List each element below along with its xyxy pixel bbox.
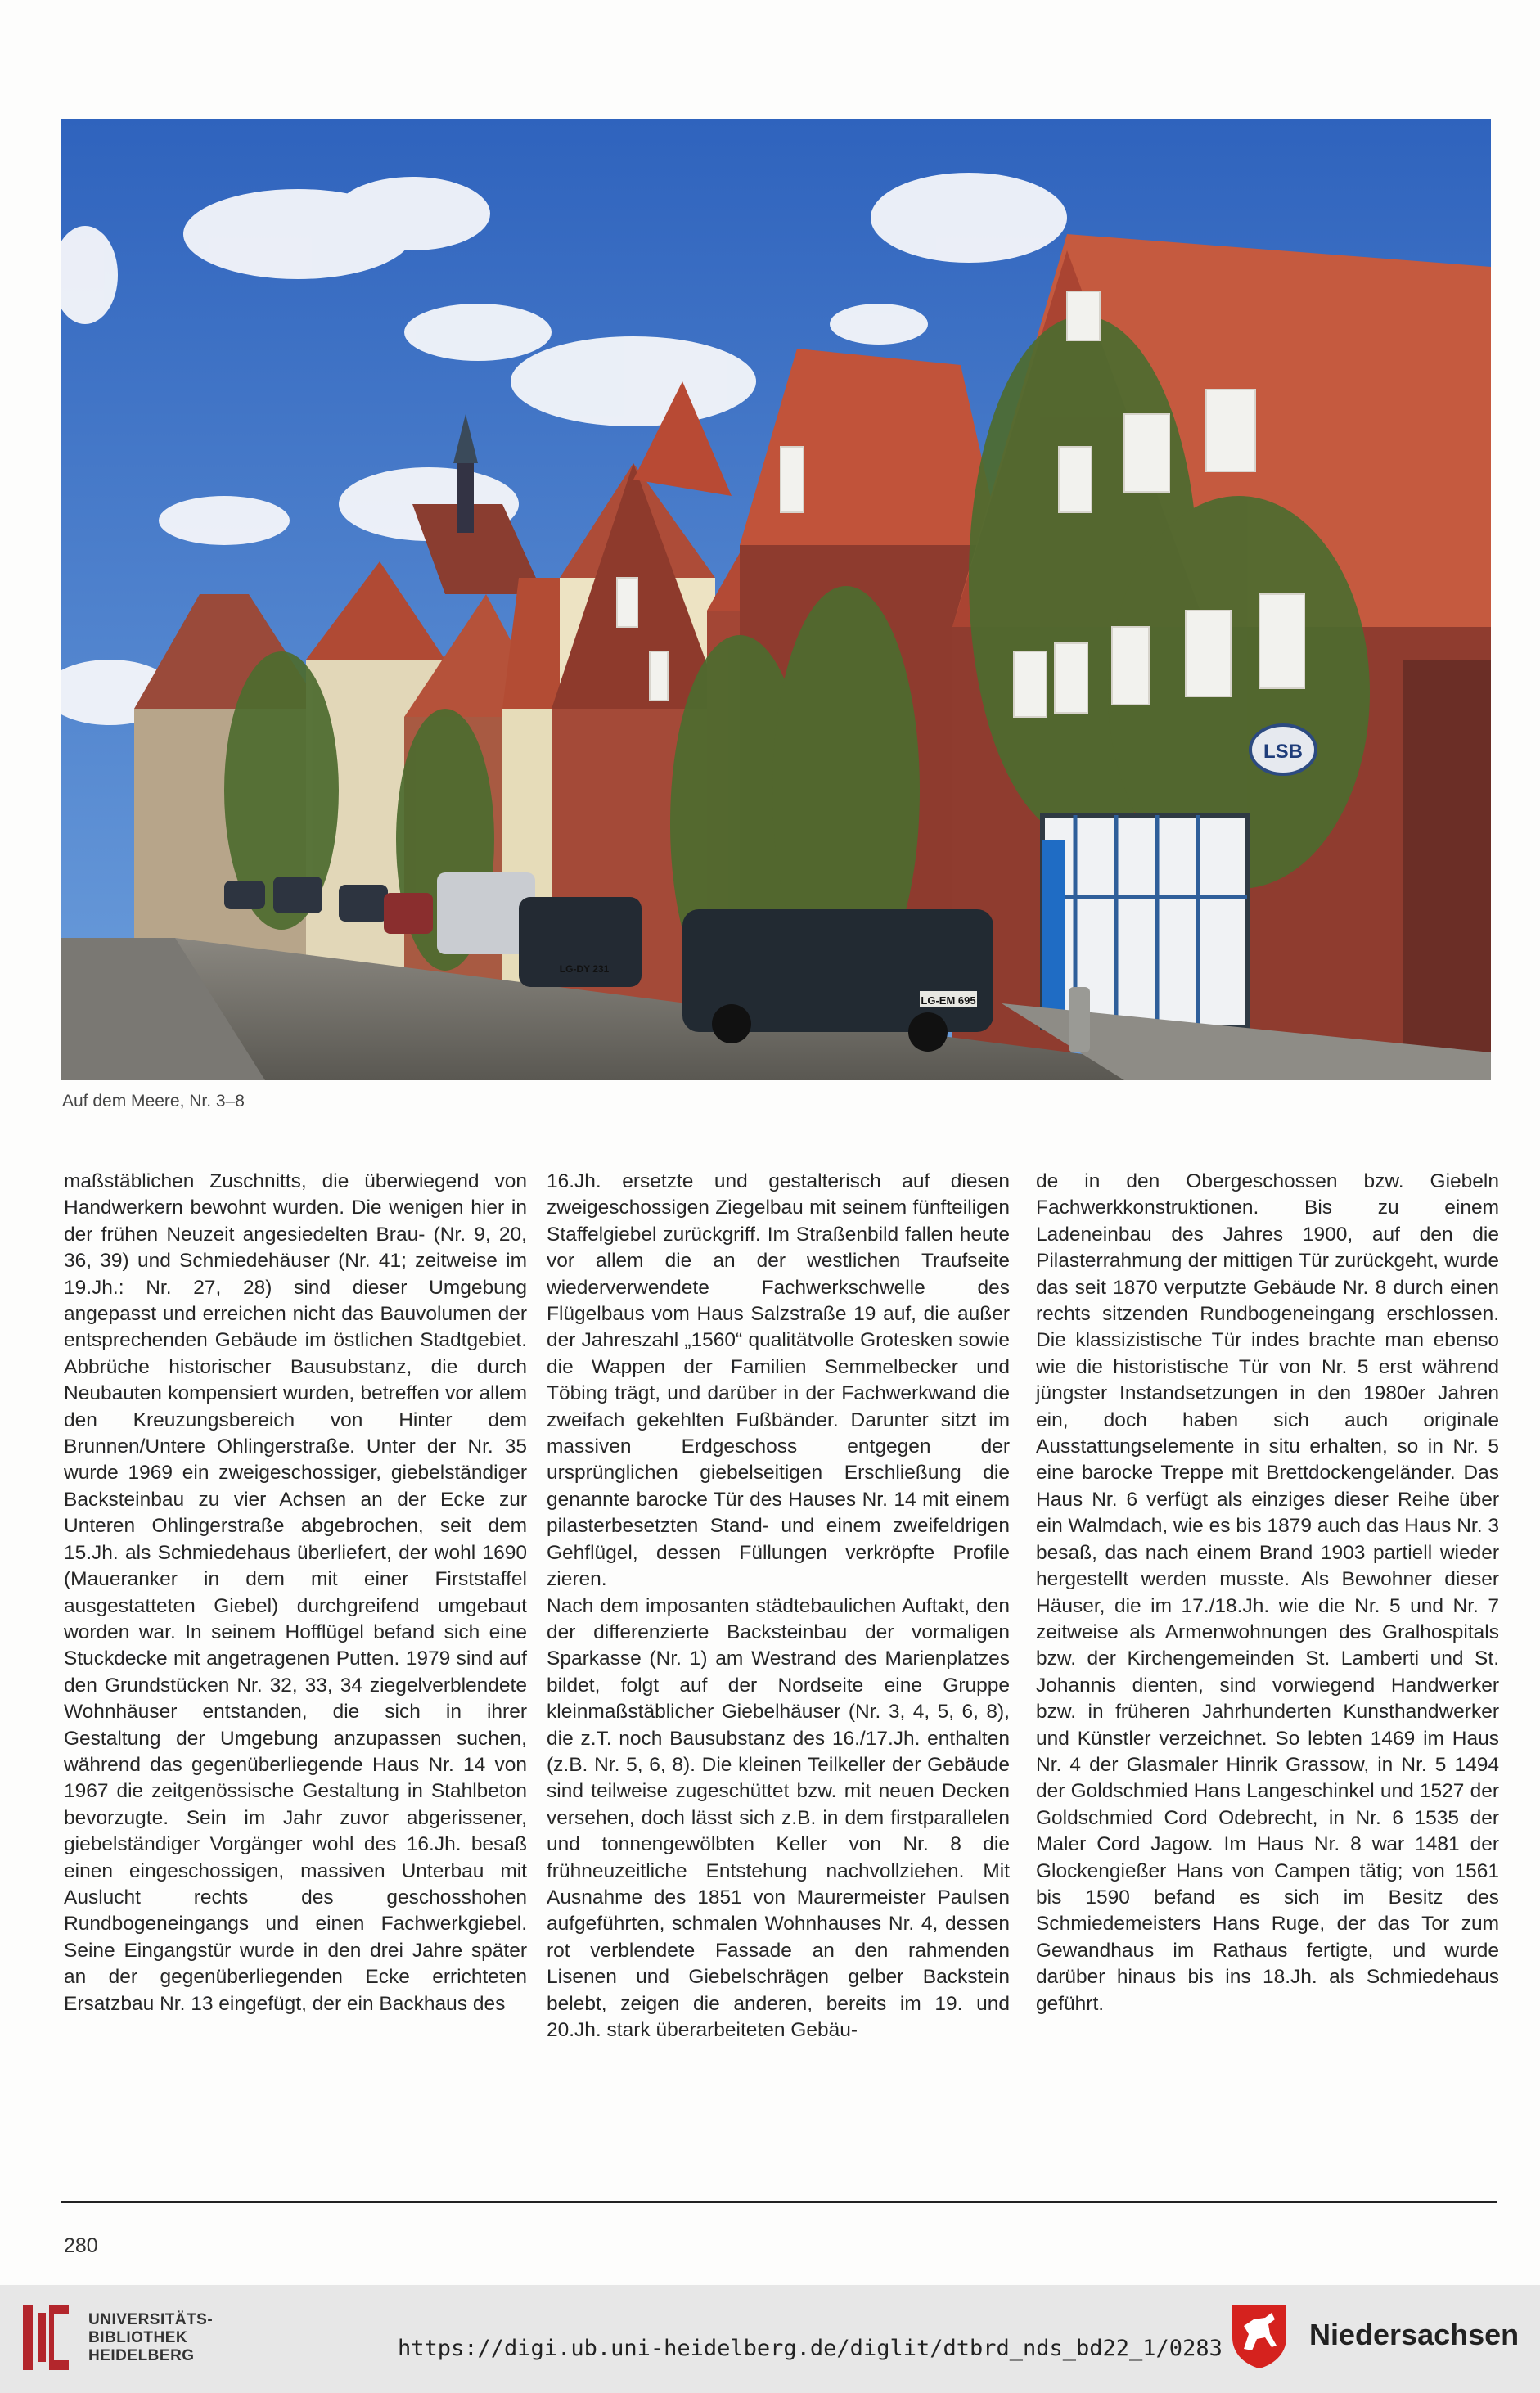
library-line: HEIDELBERG: [88, 2347, 195, 2364]
paragraph: 16.Jh. ersetzte und gestalterisch auf diesen zweigeschossigen Ziegelbau mit seinem fünfteiligen Staffelgiebel zurückgriff. Im Straßenbild fallen heute vor allem die an der westlichen Traufseite wiederverwendete Fachwerkschwelle des Flügelbaus vom Haus Salzstraße 19 auf, die außer der Jahreszahl „1560“ qualitätvolle Grotesken sowie die Wappen der Familien Semmelbecker und Töbing trägt, und darüber in der Fachwerkwand die zweifach gekehlten Fußbänder. Darunter sitzt im massiven Erdgeschoss entgegen der ursprünglichen giebelseitigen Erschließung die genannte barocke Tür des Hauses Nr. 14 mit einem pilasterbesetzten Stand- und einem zweifeldrigen Gehflügel, dessen Füllungen verkröpfte Profile zieren.: [547, 1170, 1010, 1591]
street-photo: [61, 119, 1491, 1080]
library-name: [88, 2311, 213, 2365]
sponsor-name: Niedersachsen: [1309, 2318, 1520, 2351]
paragraph: maßstäblichen Zuschnitts, die überwiegend von Handwerkern bewohnt wurden. Die wenigen hier in der frühen Neuzeit angesiedelten Brau- (Nr. 9, 20, 36, 39) und Schmiedehäuser (Nr. 41; zeitweise im 19.Jh.: Nr. 27, 28) sind dieser Umgebung angepasst und erreichen nicht das Bauvolumen der entsprechenden Gebäude im östlichen Stadtgebiet. Abbrüche historischer Bausubstanz, die durch Neubauten kompensiert wurden, betreffen vor allem den Kreuzungsbereich von Hinter dem Brunnen/Untere Ohlingerstraße. Unter der Nr. 35 wurde 1969 ein zweigeschossiger, giebelständiger Backsteinbau zu vier Achsen an der Ecke zur Unteren Ohlingerstraße abgebrochen, seit dem 15.Jh. als Schmiedehaus überliefert, der wohl 1690 (Maueranker in dem mit einer Firststaffel ausgestatteten Giebel) durchgreifend umgebaut worden war. In seinem Hofflügel befand sich eine Stuckdecke mit angetragenen Putten. 1979 sind auf den Grundstücken Nr. 32, 33, 34 ziegelverblendete Wohnhäuser entstanden, die sich in ihrer Gestaltung der Umgebung anzupassen suchen, während das gegenüberliegende Haus Nr. 14 von 1967 die zeitgenössische Gestaltung in Stahlbeton bevorzugte. Sein im Jahr zuvor abgerissener, giebelständiger Vorgänger wohl des 16.Jh. besaß einen eingeschossigen, massiven Unterbau mit Auslucht rechts des geschosshohen Rundbogeneingangs und einen Fachwerkgiebel. Seine Eingangstür wurde in den drei Jahre später an der gegenüberliegenden Ecke errichteten Ersatzbau Nr. 13 eingefügt, der ein Backhaus des: [64, 1170, 527, 2015]
text-column-3: [1036, 1169, 1499, 2017]
figure-caption: Auf dem Meere, Nr. 3–8: [62, 1092, 245, 1111]
shop-sign-text: LSB: [1263, 741, 1303, 763]
niedersachsen-horse-logo-icon: [1229, 2301, 1290, 2370]
paragraph: Nach dem imposanten städtebaulichen Auftakt, den der differenzierte Backsteinbau der vormaligen Sparkasse (Nr. 1) am Westrand des Marienplatzes bildet, folgt auf der Nordseite eine Gruppe kleinmaßstäblicher Giebelhäuser (Nr. 3, 4, 5, 6, 8), die z.T. noch Bausubstanz des 16./17.Jh. enthalten (z.B. Nr. 5, 6, 8). Die kleinen Teilkeller der Gebäude sind teilweise zugeschüttet bzw. mit neuen Decken versehen, doch lässt sich z.B. in dem firstparallelen und tonnengewölbten Keller von Nr. 8 die frühneuzeitliche Entstehung nachvollziehen. Mit Ausnahme des 1851 von Maurermeister Paulsen aufgeführten, schmalen Wohnhauses Nr. 4, dessen rot verblendete Fassade an den rahmenden Lisenen und Giebelschrägen gelber Backstein belebt, zeigen die anderen, bereits im 19. und 20.Jh. stark überarbeiteten Gebäu-: [547, 1594, 1010, 2041]
digitization-footer: [0, 2285, 1540, 2393]
page-number: 280: [64, 2234, 98, 2257]
library-line: BIBLIOTHEK: [88, 2329, 188, 2346]
street-photo-image: [61, 119, 1491, 1080]
paragraph: de in den Obergeschossen bzw. Giebeln Fachwerkkonstruktionen. Bis zu einem Ladeneinbau des Jahres 1900, auf den die Pilasterrahmung der mittigen Tür zurückgeht, wurde das seit 1870 verputzte Gebäude Nr. 8 durch einen rechts sitzenden Rundbogeneingang erschlossen. Die klassizistische Tür indes brachte man ebenso wie die historistische Tür von Nr. 5 erst während jüngster Instandsetzungen in den 1980er Jahren ein, doch haben sich auch originale Ausstattungselemente in situ erhalten, so in Nr. 5 eine barocke Treppe mit Brettdockengeländer. Das Haus Nr. 6 verfügt als einziges dieser Reihe über ein Walmdach, wie es bis 1879 auch das Haus Nr. 3 besaß, das nach einem Brand 1903 partiell wieder hergestellt werden musste. Als Bewohner dieser Häuser, die im 17./18.Jh. wie die Nr. 5 und Nr. 7 zeitweise als Armenwohnungen des Gralhospitals bzw. der Kirchengemeinden St. Lamberti und St. Johannis dienten, sind vorwiegend Handwerker bzw. in früheren Jahrhunderten Kunsthandwerker und Künstler verzeichnet. So lebten 1469 im Haus Nr. 4 der Glasmaler Hinrik Grassow, in Nr. 5 1494 der Goldschmied Hans Langeschinkel und 1527 der Goldschmied Cord Odebrecht, in Nr. 6 1535 der Maler Cord Jagow. Im Haus Nr. 8 war 1481 der Glockengießer Hans von Campen tätig; von 1561 bis 1590 befand es sich im Besitz des Schmiedemeisters Hans Ruge, der das Tor zum Gewandhaus im Rathaus fertigte, und wurde darüber hinaus bis ins 18.Jh. als Schmiedehaus geführt.: [1036, 1170, 1499, 2015]
library-line: UNIVERSITÄTS-: [88, 2311, 214, 2328]
text-column-2: [547, 1169, 1010, 2044]
car-plate-1: LG-DY 231: [559, 963, 610, 975]
ub-heidelberg-logo-icon: [16, 2296, 74, 2378]
permalink-url[interactable]: https://digi.ub.uni-heidelberg.de/diglit/dtbrd_nds_bd22_1/0283: [398, 2336, 1223, 2361]
text-column-1: [64, 1169, 527, 2017]
footer-rule: [61, 2201, 1497, 2203]
car-plate-2: LG-EM 695: [921, 994, 976, 1007]
